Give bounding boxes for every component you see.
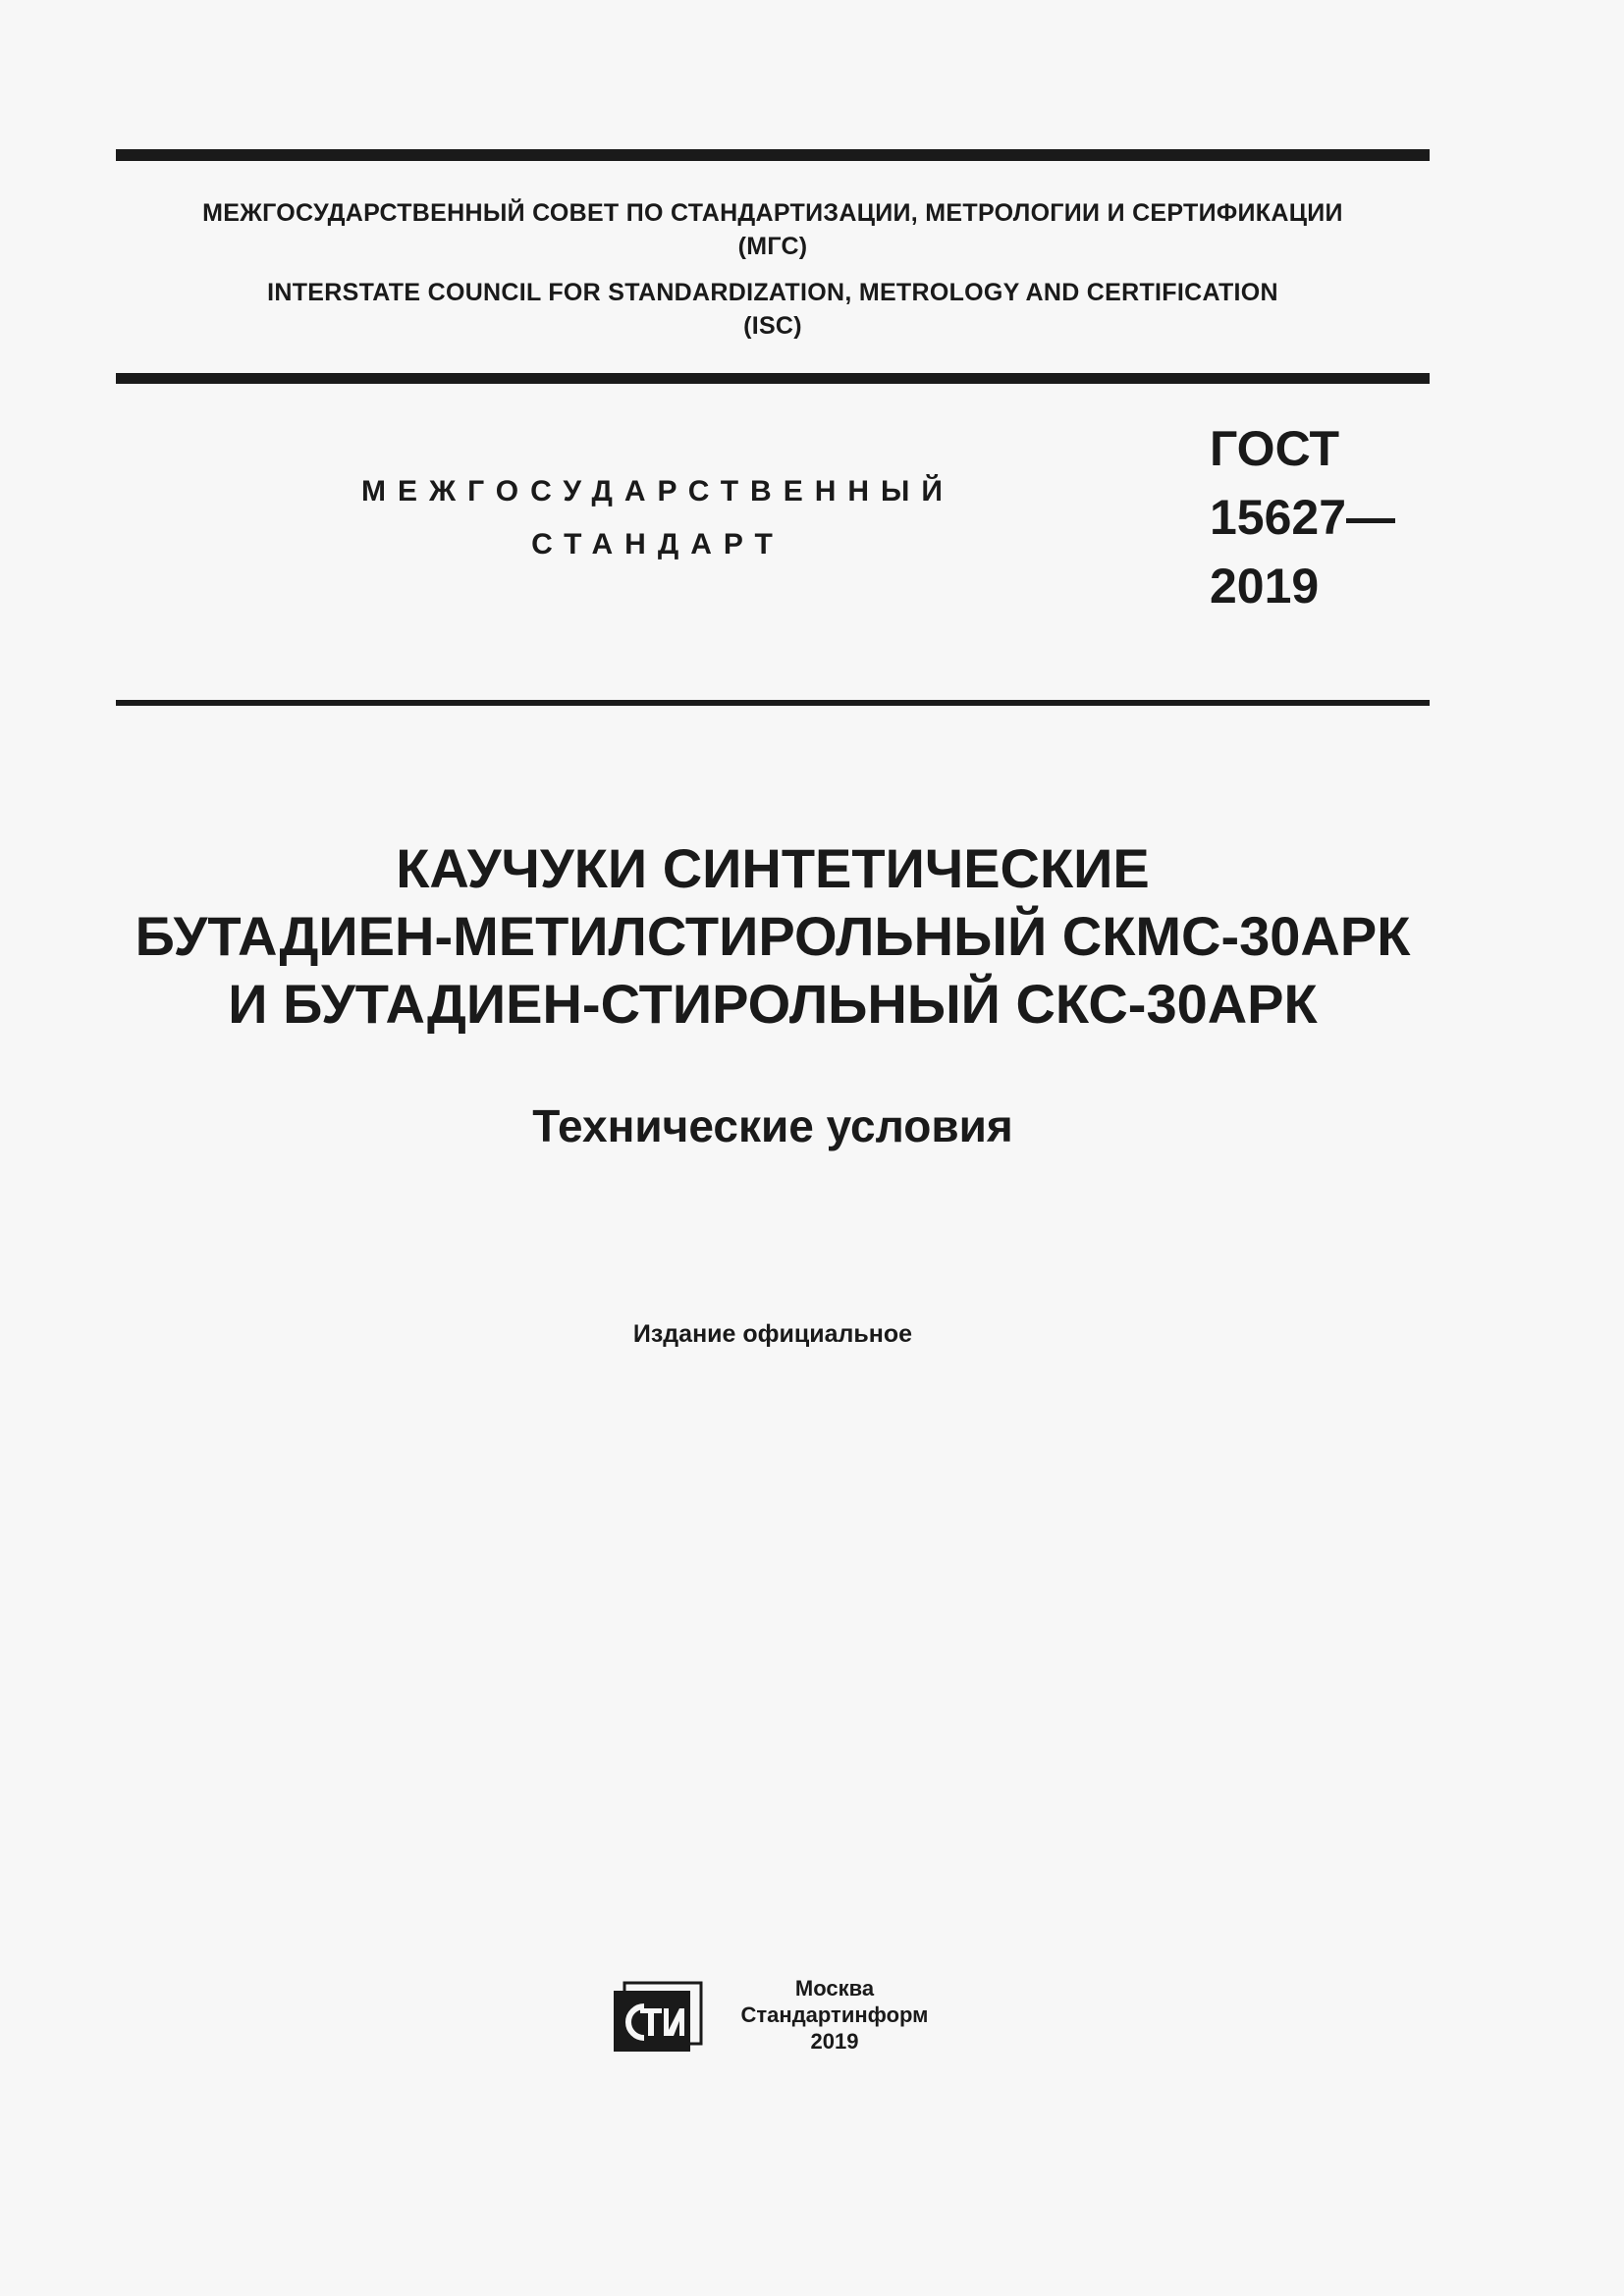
council-name-en-line: INTERSTATE COUNCIL FOR STANDARDIZATION, METROLOGY AND CERTIFICATION — [267, 279, 1278, 306]
designation-number: 15627— — [1210, 490, 1396, 545]
document-title — [116, 834, 1430, 1038]
standard-type-line1: МЕЖГОСУДАРСТВЕННЫЙ — [361, 475, 954, 507]
middle-divider — [116, 373, 1430, 384]
council-name-ru — [116, 196, 1430, 263]
title-line1: КАУЧУКИ СИНТЕТИЧЕСКИЕ — [396, 837, 1150, 899]
designation-prefix: ГОСТ — [1210, 421, 1339, 476]
document-subtitle: Технические условия — [532, 1100, 1013, 1151]
lower-divider — [116, 700, 1430, 706]
council-name-ru-line: МЕЖГОСУДАРСТВЕННЫЙ СОВЕТ ПО СТАНДАРТИЗАЦИИ, МЕТРОЛОГИИ И СЕРТИФИКАЦИИ — [202, 199, 1343, 227]
publisher-city: Москва — [794, 1976, 875, 2001]
council-abbr-en: (ISC) — [743, 312, 802, 340]
edition-note: Издание официальное — [632, 1320, 913, 1348]
publisher-info — [727, 1975, 943, 2055]
top-divider — [116, 149, 1430, 161]
council-abbr-ru: (МГС) — [737, 233, 808, 260]
designation-year: 2019 — [1210, 559, 1320, 614]
standartinform-logo-icon — [611, 1979, 705, 2054]
standard-designation — [1210, 414, 1395, 620]
standard-type-line2: СТАНДАРТ — [531, 528, 785, 561]
title-line2: БУТАДИЕН-МЕТИЛСТИРОЛЬНЫЙ СКМС-30АРК — [135, 905, 1411, 967]
publisher-name: Стандартинформ — [740, 2002, 929, 2027]
publisher-year: 2019 — [810, 2029, 859, 2054]
council-name-en — [116, 276, 1430, 343]
title-line3: И БУТАДИЕН-СТИРОЛЬНЫЙ СКС-30АРК — [228, 973, 1318, 1035]
